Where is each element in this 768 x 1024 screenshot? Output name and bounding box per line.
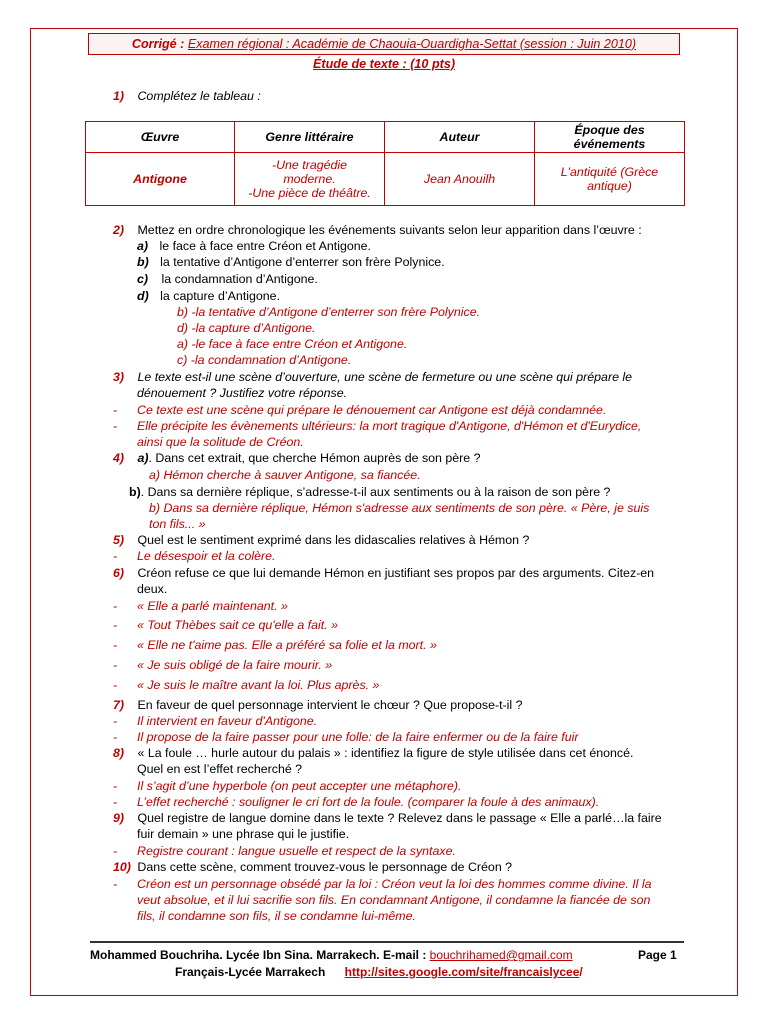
answer-line: - L’effet recherché : souligner le cri fort de la foule. (comparer la foule à des animaux).	[113, 795, 600, 809]
answer-line: - « Elle ne t'aime pas. Elle a préféré sa folie et la mort. »	[113, 638, 437, 652]
question-5: 5) Quel est le sentiment exprimé dans les didascalies relatives à Hémon ?	[113, 533, 530, 547]
answer-line: - Elle précipite les évènements ultérieurs: la mort tragique d'Antigone, d'Hémon et d'Eurydice,	[113, 419, 642, 433]
question-10: 10) Dans cette scène, comment trouvez-vous le personnage de Créon ?	[113, 860, 513, 874]
answer-line: c) -la condamnation d’Antigone.	[177, 353, 352, 367]
summary-table	[85, 121, 685, 206]
footer-author: Mohammed Bouchriha. Lycée Ibn Sina. Marrakech. E-mail : bouchrihamed@gmail.com	[90, 948, 573, 962]
table-cell-genre: -Une tragédie moderne. -Une pièce de théâtre.	[235, 153, 385, 206]
answer-line: b) Dans sa dernière réplique, Hémon s'adresse aux sentiments de son père. « Père, je suis	[149, 501, 650, 515]
answer-line: ainsi que la solitude de Créon.	[137, 435, 304, 449]
question-8-cont: Quel en est l’effet recherché ?	[137, 762, 303, 776]
answer-line: - Il s’agit d’une hyperbole (on peut accepter une métaphore).	[113, 779, 462, 793]
footer-divider	[90, 941, 684, 943]
table-cell-oeuvre: Antigone	[86, 153, 235, 206]
answer-line: fils, il condamne son fils, il se condamne lui-même.	[137, 909, 416, 923]
header-title: Examen régional : Académie de Chaouia-Ouardigha-Settat (session : Juin 2010)	[187, 37, 637, 51]
question-9-cont: fuir demain » une phrase qui le justifie.	[137, 827, 350, 841]
table-header-cell: Auteur	[385, 122, 535, 153]
answer-line: veut absolue, et il lui sacrifie son fils. En condamnant Antigone, il condamne la fiancée de son	[137, 893, 651, 907]
email-link[interactable]: bouchrihamed@gmail.com	[429, 948, 573, 962]
table-header-row	[86, 122, 685, 153]
list-item: d) la capture d’Antigone.	[137, 289, 281, 303]
answer-line: d) -la capture d’Antigone.	[177, 321, 316, 335]
question-6: 6) Créon refuse ce que lui demande Hémon en justifiant ses propos par des arguments. Citez-en	[113, 566, 655, 580]
list-item: c) la condamnation d’Antigone.	[137, 272, 318, 286]
question-4b: b). Dans sa dernière réplique, s’adresse-t-il aux sentiments ou à la raison de son père ?	[129, 485, 611, 499]
answer-line: - Le désespoir et la colère.	[113, 549, 276, 563]
table-row	[86, 153, 685, 206]
answer-line: ton fils... »	[149, 517, 206, 531]
answer-line: - « Elle a parlé maintenant. »	[113, 599, 288, 613]
answer-line: - Ce texte est une scène qui prépare le dénouement car Antigone est déjà condamnée.	[113, 403, 607, 417]
answer-line: - Il intervient en faveur d'Antigone.	[113, 714, 318, 728]
header-prefix: Corrigé :	[131, 37, 185, 51]
table-header-cell: Œuvre	[86, 122, 235, 153]
question-6-cont: deux.	[137, 582, 168, 596]
list-item: a) le face à face entre Créon et Antigone.	[137, 239, 371, 253]
page-number: Page 1	[638, 948, 677, 962]
answer-line: - Registre courant : langue usuelle et respect de la syntaxe.	[113, 844, 456, 858]
table-cell-epoque: L'antiquité (Grèce antique)	[535, 153, 685, 206]
question-1: 1) Complétez le tableau :	[113, 89, 261, 103]
question-3-cont: dénouement ? Justifiez votre réponse.	[137, 386, 348, 400]
list-item: b) la tentative d’Antigone d’enterrer son frère Polynice.	[137, 255, 445, 269]
answer-line: - « Tout Thèbes sait ce qu'elle a fait. »	[113, 618, 338, 632]
table-header-cell: Époque des événements	[535, 122, 685, 153]
footer-site: Français-Lycée Marrakech http://sites.google.com/site/francaislycee/	[175, 965, 583, 979]
header-banner	[88, 33, 680, 55]
question-3: 3) Le texte est-il une scène d’ouverture, une scène de fermeture ou une scène qui prépare le	[113, 370, 633, 384]
table-cell-auteur: Jean Anouilh	[385, 153, 535, 206]
answer-line: - Créon est un personnage obsédé par la loi : Créon veut la loi des hommes comme divine. Il la	[113, 877, 652, 891]
question-2: 2) Mettez en ordre chronologique les événements suivants selon leur apparition dans l’œuvre :	[113, 223, 642, 237]
table-header-cell: Genre littéraire	[235, 122, 385, 153]
question-7: 7) En faveur de quel personnage intervient le chœur ? Que propose-t-il ?	[113, 698, 523, 712]
answer-line: b) -la tentative d’Antigone d’enterrer son frère Polynice.	[177, 305, 481, 319]
answer-line: a) -le face à face entre Créon et Antigone.	[177, 337, 408, 351]
question-4a: 4) a). Dans cet extrait, que cherche Hémon auprès de son père ?	[113, 451, 481, 465]
site-link[interactable]: http://sites.google.com/site/francaislycee	[344, 965, 580, 979]
answer-line: a) Hémon cherche à sauver Antigone, sa fiancée.	[149, 468, 421, 482]
page-subtitle: Étude de texte : (10 pts)	[312, 57, 456, 71]
question-9: 9) Quel registre de langue domine dans le texte ? Relevez dans le passage « Elle a parlé…la faire	[113, 811, 662, 825]
answer-line: - « Je suis obligé de la faire mourir. »	[113, 658, 333, 672]
answer-line: - Il propose de la faire passer pour une folle: de la faire enfermer ou de la faire fuir	[113, 730, 579, 744]
question-8: 8) « La foule … hurle autour du palais » : identifiez la figure de style utilisée dans cet énoncé.	[113, 746, 634, 760]
answer-line: - « Je suis le maître avant la loi. Plus après. »	[113, 678, 380, 692]
